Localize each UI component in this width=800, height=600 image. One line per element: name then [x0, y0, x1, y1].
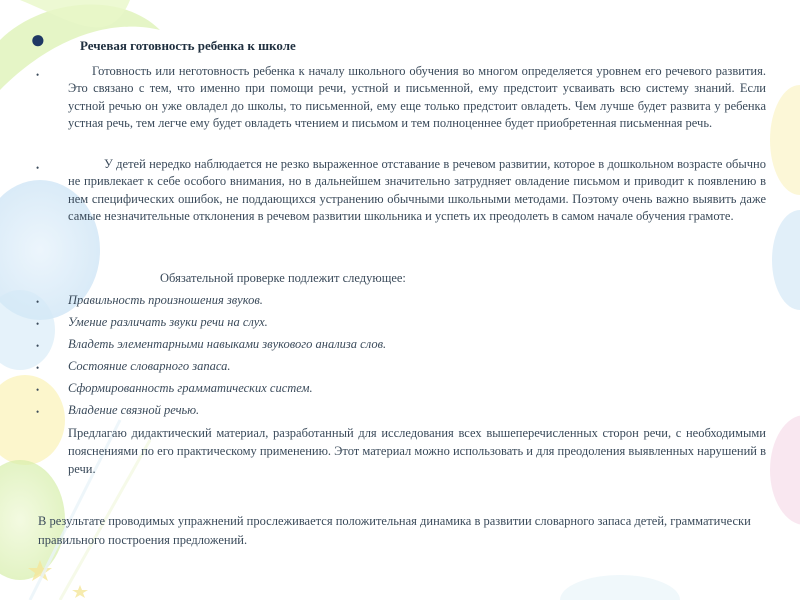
bullet-icon: • — [36, 70, 40, 80]
paragraph-4 — [38, 512, 758, 550]
paragraph-1 — [68, 63, 766, 132]
bullet-icon: • — [36, 385, 40, 395]
check-item: Умение различать звуки речи на слух. — [68, 315, 268, 329]
paragraph-4-text: В результате проводимых упражнений прослеживается положительная динамика в развитии словарного запаса детей, грамматически правильного построения предложений. — [38, 514, 751, 547]
check-heading: Обязательной проверке подлежит следующее: — [160, 271, 406, 285]
paragraph-2-text: У детей нередко наблюдается не резко выраженное отставание в речевом развитии, которое в дошкольном возрасте обычно не привлекает к себе особого внимания, но в дальнейшем значительно затрудняет овладение письмом и приводит к появлению в нем специфических ошибок, не поддающихся устранению обычными школьными методами. Поэтому очень важно выявить даже самые незначительные отклонения в речевом развитии школьника и успеть их преодолеть в самом начале обучения грамоте. — [68, 157, 766, 223]
bullet-icon: • — [36, 297, 40, 307]
bullet-icon: • — [36, 363, 40, 373]
paragraph-2 — [68, 156, 766, 225]
bullet-icon: • — [36, 319, 40, 329]
check-item: Состояние словарного запаса. — [68, 359, 231, 373]
title-bullet-icon: ● — [30, 25, 46, 54]
bullet-icon: • — [36, 407, 40, 417]
bullet-icon: • — [36, 163, 40, 173]
check-item: Сформированность грамматических систем. — [68, 381, 313, 395]
paragraph-1-text: Готовность или неготовность ребенка к началу школьного обучения во многом определяется уровнем его речевого развития. Это связано с тем, что именно при помощи речи, устной и письменной, ему предстоит усваивать всю систему знаний. Если устной речью он уже овладел до школы, то письменной, ему еще только предстоит овладеть. Чем лучше будет развита у ребенка устная речь, тем легче ему будет овладеть чтением и письмом и тем полноценнее будет приобретенная письменная речь. — [68, 64, 766, 130]
check-item: Владение связной речью. — [68, 403, 200, 417]
check-item: Владеть элементарными навыками звукового анализа слов. — [68, 337, 387, 351]
check-item: Правильность произношения звуков. — [68, 293, 263, 307]
slide-title: Речевая готовность ребенка к школе — [80, 38, 296, 53]
bullet-icon: • — [36, 341, 40, 351]
paragraph-3 — [68, 424, 766, 478]
paragraph-3-text: Предлагаю дидактический материал, разработанный для исследования всех вышеперечисленных сторон речи, с необходимыми пояснениями по его практическому применению. Этот материал можно использовать и для преодоления выявленных нарушений в речи. — [68, 426, 766, 476]
